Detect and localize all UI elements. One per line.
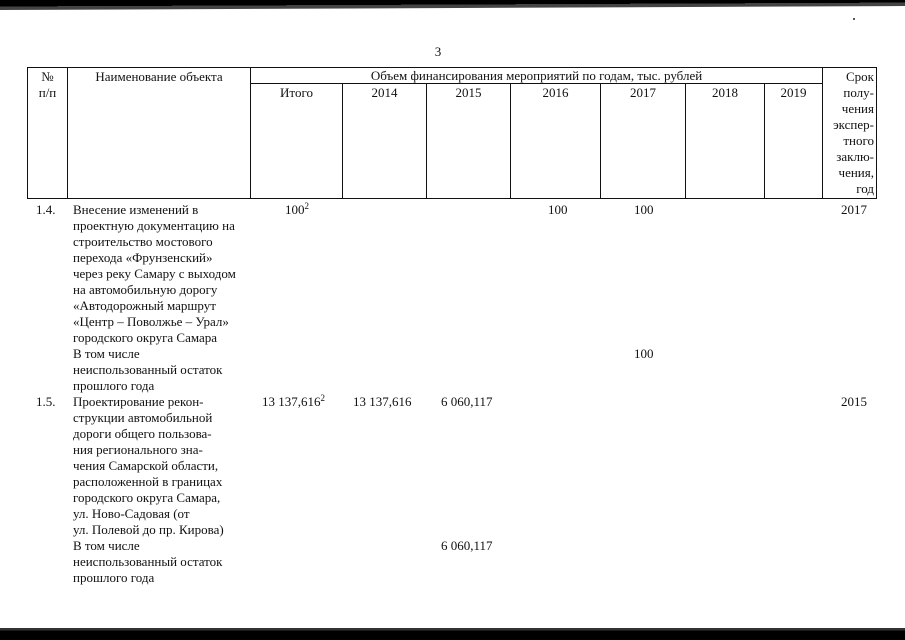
row-sub-line: В том числе bbox=[73, 538, 140, 553]
header-deadline-line: год bbox=[856, 181, 874, 196]
page-number: 3 bbox=[434, 44, 442, 59]
row-name-line: ния регионального зна- bbox=[73, 442, 203, 457]
row-name-line: Проектирование рекон- bbox=[73, 394, 204, 409]
row-name-line: «Автодорожный маршрут bbox=[73, 298, 216, 313]
header-year-2017: 2017 bbox=[630, 85, 656, 100]
row-num: 1.4. bbox=[36, 202, 56, 217]
header-deadline-line: чения, bbox=[838, 165, 874, 180]
header-year-2015: 2015 bbox=[455, 85, 482, 100]
row-name-line: ул. Полевой до пр. Кирова) bbox=[73, 522, 224, 537]
row-name-line: дороги общего пользова- bbox=[73, 426, 212, 441]
row-itogo-value: 13 137,616 bbox=[262, 394, 321, 409]
header-deadline-line: Срок bbox=[846, 69, 874, 84]
row-name-line: расположенной в границах bbox=[73, 474, 223, 489]
row-sub-line: В том числе bbox=[73, 346, 140, 361]
row-name-line: на автомобильную дорогу bbox=[73, 282, 218, 297]
row-sub-line: неиспользованный остаток bbox=[73, 362, 223, 377]
header-num-sub: п/п bbox=[38, 85, 57, 100]
row-name-line: строительство мостового bbox=[73, 234, 213, 249]
row-name-line: городского округа Самара, bbox=[73, 490, 221, 505]
header-year-2018: 2018 bbox=[712, 85, 738, 100]
row-value-2016: 100 bbox=[548, 202, 568, 217]
row-itogo-value: 100 bbox=[285, 202, 305, 217]
row-value-2014: 13 137,616 bbox=[353, 394, 412, 409]
header-deadline-line: экспер- bbox=[833, 117, 874, 132]
row-name-line: проектную документацию на bbox=[73, 218, 235, 233]
header-deadline-line: полу- bbox=[843, 85, 874, 100]
row-name-line: чения Самарской области, bbox=[73, 458, 219, 473]
header-year-2019: 2019 bbox=[780, 85, 807, 100]
row-sub-line: неиспользованный остаток bbox=[73, 554, 223, 569]
header-year-2016: 2016 bbox=[542, 85, 569, 100]
row-sub-value-2015: 6 060,117 bbox=[441, 538, 493, 553]
row-deadline: 2017 bbox=[841, 202, 867, 217]
row-value-2017: 100 bbox=[634, 202, 654, 217]
col-divider-num bbox=[67, 67, 68, 199]
row-value-2015: 6 060,117 bbox=[441, 394, 493, 409]
row-name-line: городского округа Самара bbox=[73, 330, 218, 345]
footnote-mark: 2 bbox=[320, 393, 325, 403]
row-num: 1.5. bbox=[36, 394, 56, 409]
row-itogo bbox=[285, 202, 309, 218]
row-itogo bbox=[262, 394, 325, 410]
row-sub-line: прошлого года bbox=[73, 570, 155, 585]
header-name: Наименование объекта bbox=[95, 69, 223, 84]
header-bottom-border bbox=[27, 198, 877, 199]
row-name-line: перехода «Фрунзенский» bbox=[73, 250, 213, 265]
row-name-line: струкции автомобильной bbox=[73, 410, 213, 425]
row-deadline: 2015 bbox=[841, 394, 867, 409]
row-name-line: Внесение изменений в bbox=[73, 202, 199, 217]
header-itogo: Итого bbox=[280, 85, 313, 100]
header-year-2014: 2014 bbox=[371, 85, 398, 100]
header-num: № bbox=[41, 69, 54, 84]
header-financing: Объем финансирования мероприятий по годам, тыс. рублей bbox=[370, 68, 703, 83]
header-deadline-line: заклю- bbox=[836, 149, 874, 164]
table-right-border bbox=[876, 67, 877, 199]
row-sub-line: прошлого года bbox=[73, 378, 155, 393]
row-name-line: ул. Ново-Садовая (от bbox=[73, 506, 190, 521]
header-deadline-line: тного bbox=[843, 133, 874, 148]
row-name-line: «Центр – Поволжье – Урал» bbox=[73, 314, 229, 329]
row-name-line: через реку Самару с выходом bbox=[73, 266, 236, 281]
row-sub-value-2017: 100 bbox=[634, 346, 654, 361]
header-deadline-line: чения bbox=[841, 101, 874, 116]
footnote-mark: 2 bbox=[304, 201, 309, 211]
